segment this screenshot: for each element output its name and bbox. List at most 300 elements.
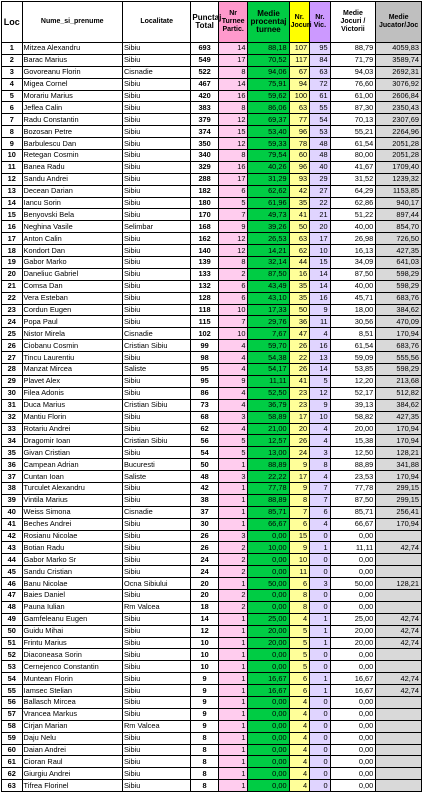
row-wins: 7 [310, 482, 331, 494]
row-locality: Sibiu [122, 173, 190, 185]
table-row[interactable] [2, 257, 422, 269]
row-loc: 42 [2, 530, 23, 542]
row-pct: 70,52 [248, 54, 289, 66]
row-locality: Rm Valcea [122, 601, 190, 613]
row-locality: Sibiu [122, 482, 190, 494]
row-avg-player: 170,94 [376, 518, 422, 530]
row-loc: 23 [2, 304, 23, 316]
row-pct: 22,22 [248, 471, 289, 483]
row-name: Giurgiu Andrei [22, 768, 122, 780]
table-row[interactable] [2, 482, 422, 494]
table-row[interactable] [2, 637, 422, 649]
row-name: Barbulescu Dan [22, 138, 122, 150]
row-pct: 88,89 [248, 494, 289, 506]
table-row[interactable] [2, 197, 422, 209]
table-row[interactable] [2, 233, 422, 245]
header-avg-games[interactable]: Medie Jocuri / Victorii [330, 2, 376, 43]
header-loc[interactable]: Loc [2, 2, 23, 43]
row-avg-games: 0,00 [330, 732, 376, 744]
row-pct: 54,38 [248, 352, 289, 364]
row-tourneys: 2 [218, 268, 248, 280]
row-games: 9 [289, 542, 310, 554]
row-games: 4 [289, 720, 310, 732]
table-row[interactable] [2, 316, 422, 328]
row-avg-player: 427,35 [376, 411, 422, 423]
table-row[interactable] [2, 732, 422, 744]
row-name: Radu Constantin [22, 114, 122, 126]
table-row[interactable] [2, 245, 422, 257]
row-games: 5 [289, 661, 310, 673]
row-loc: 46 [2, 578, 23, 590]
table-row[interactable] [2, 43, 422, 55]
row-loc: 50 [2, 625, 23, 637]
row-avg-player [376, 780, 422, 792]
table-row[interactable] [2, 768, 422, 780]
table-row[interactable] [2, 209, 422, 221]
row-locality: Sibiu [122, 780, 190, 792]
table-row[interactable] [2, 435, 422, 447]
row-avg-games: 0,00 [330, 756, 376, 768]
row-avg-games: 77,78 [330, 482, 376, 494]
row-loc: 34 [2, 435, 23, 447]
row-pct: 0,00 [248, 744, 289, 756]
row-loc: 59 [2, 732, 23, 744]
row-avg-player: 470,09 [376, 316, 422, 328]
table-row[interactable] [2, 364, 422, 376]
row-pct: 36,79 [248, 399, 289, 411]
table-row[interactable] [2, 292, 422, 304]
table-row[interactable] [2, 352, 422, 364]
header-tourneys[interactable]: Nr Turnee Partic. [218, 2, 248, 43]
row-loc: 11 [2, 161, 23, 173]
row-points: 162 [191, 233, 218, 245]
header-games[interactable]: Nr. Jocuri [289, 2, 310, 43]
table-row[interactable] [2, 411, 422, 423]
table-row[interactable] [2, 328, 422, 340]
row-games: 50 [289, 221, 310, 233]
table-row[interactable] [2, 542, 422, 554]
row-pct: 26,53 [248, 233, 289, 245]
row-wins: 22 [310, 197, 331, 209]
table-row[interactable] [2, 780, 422, 792]
row-pct: 0,00 [248, 720, 289, 732]
row-loc: 58 [2, 720, 23, 732]
row-loc: 3 [2, 66, 23, 78]
row-loc: 13 [2, 185, 23, 197]
row-wins: 3 [310, 447, 331, 459]
row-points: 50 [191, 459, 218, 471]
row-avg-player [376, 554, 422, 566]
row-locality: Cristian Sibiu [122, 340, 190, 352]
row-loc: 6 [2, 102, 23, 114]
table-row[interactable] [2, 661, 422, 673]
row-avg-games: 20,00 [330, 423, 376, 435]
table-row[interactable] [2, 387, 422, 399]
row-avg-games: 0,00 [330, 720, 376, 732]
row-games: 117 [289, 54, 310, 66]
header-points[interactable]: Punctaj Total [191, 2, 218, 43]
row-wins: 0 [310, 696, 331, 708]
row-tourneys: 2 [218, 542, 248, 554]
table-row[interactable] [2, 471, 422, 483]
table-row[interactable] [2, 399, 422, 411]
row-tourneys: 1 [218, 506, 248, 518]
row-pct: 0,00 [248, 780, 289, 792]
row-locality: Sibiu [122, 447, 190, 459]
row-locality: Sibiu [122, 411, 190, 423]
row-wins: 17 [310, 233, 331, 245]
row-tourneys: 3 [218, 471, 248, 483]
row-avg-player: 299,15 [376, 494, 422, 506]
table-row[interactable] [2, 506, 422, 518]
row-name: Botian Radu [22, 542, 122, 554]
row-avg-player: 1239,32 [376, 173, 422, 185]
row-games: 63 [289, 102, 310, 114]
table-row[interactable] [2, 66, 422, 78]
table-row[interactable] [2, 447, 422, 459]
row-avg-player: 170,94 [376, 435, 422, 447]
row-avg-player: 3076,92 [376, 78, 422, 90]
row-avg-games: 61,54 [330, 340, 376, 352]
header-locality[interactable]: Localitate [122, 2, 190, 43]
table-row[interactable] [2, 114, 422, 126]
row-points: 73 [191, 399, 218, 411]
row-locality: Sibiu [122, 185, 190, 197]
row-avg-games: 0,00 [330, 708, 376, 720]
table-row[interactable] [2, 708, 422, 720]
row-games: 26 [289, 340, 310, 352]
row-wins: 8 [310, 459, 331, 471]
row-games: 35 [289, 197, 310, 209]
table-row[interactable] [2, 696, 422, 708]
row-points: 30 [191, 518, 218, 530]
row-points: 180 [191, 197, 218, 209]
row-avg-games: 0,00 [330, 530, 376, 542]
row-tourneys: 16 [218, 161, 248, 173]
row-games: 23 [289, 387, 310, 399]
row-points: 9 [191, 708, 218, 720]
row-avg-games: 87,30 [330, 102, 376, 114]
row-avg-games: 26,98 [330, 233, 376, 245]
row-name: Manzat Mircea [22, 364, 122, 376]
table-row[interactable] [2, 673, 422, 685]
row-name: Plavet Alex [22, 375, 122, 387]
row-avg-player: 42,74 [376, 542, 422, 554]
row-points: 102 [191, 328, 218, 340]
table-row[interactable] [2, 494, 422, 506]
row-name: Cuntan Ioan [22, 471, 122, 483]
row-wins: 53 [310, 126, 331, 138]
row-wins: 16 [310, 292, 331, 304]
row-games: 9 [289, 459, 310, 471]
row-points: 8 [191, 780, 218, 792]
row-wins: 0 [310, 661, 331, 673]
table-row[interactable] [2, 161, 422, 173]
row-tourneys: 1 [218, 732, 248, 744]
table-row[interactable] [2, 625, 422, 637]
header-avg-player[interactable]: Medie Jucator/Joc [376, 2, 422, 43]
row-wins: 0 [310, 780, 331, 792]
table-row[interactable] [2, 601, 422, 613]
row-points: 168 [191, 221, 218, 233]
row-points: 383 [191, 102, 218, 114]
row-tourneys: 1 [218, 661, 248, 673]
row-wins: 12 [310, 387, 331, 399]
row-avg-games: 39,13 [330, 399, 376, 411]
row-games: 23 [289, 399, 310, 411]
row-loc: 57 [2, 708, 23, 720]
row-games: 35 [289, 292, 310, 304]
table-row[interactable] [2, 578, 422, 590]
row-loc: 25 [2, 328, 23, 340]
row-wins: 21 [310, 209, 331, 221]
header-wins[interactable]: Nr. Vic. [310, 2, 331, 43]
row-pct: 20,00 [248, 637, 289, 649]
row-wins: 0 [310, 768, 331, 780]
row-locality: Sibiu [122, 768, 190, 780]
row-locality: Sibiu [122, 756, 190, 768]
row-wins: 1 [310, 625, 331, 637]
row-tourneys: 4 [218, 340, 248, 352]
row-name: Mitzea Alexandru [22, 43, 122, 55]
table-row[interactable] [2, 150, 422, 162]
row-points: 329 [191, 161, 218, 173]
row-avg-games: 88,79 [330, 43, 376, 55]
table-row[interactable] [2, 530, 422, 542]
row-avg-player: 1153,85 [376, 185, 422, 197]
row-wins: 4 [310, 471, 331, 483]
row-points: 128 [191, 292, 218, 304]
row-games: 24 [289, 447, 310, 459]
row-name: Decean Darian [22, 185, 122, 197]
row-wins: 14 [310, 364, 331, 376]
table-row[interactable] [2, 126, 422, 138]
row-avg-games: 66,67 [330, 518, 376, 530]
row-avg-player: 3589,74 [376, 54, 422, 66]
row-avg-games: 16,13 [330, 245, 376, 257]
row-loc: 20 [2, 268, 23, 280]
row-name: Guidu Mihai [22, 625, 122, 637]
table-row[interactable] [2, 304, 422, 316]
row-name: Muntean Florin [22, 673, 122, 685]
row-pct: 10,00 [248, 542, 289, 554]
table-row[interactable] [2, 613, 422, 625]
row-games: 47 [289, 328, 310, 340]
row-pct: 87,50 [248, 268, 289, 280]
table-row[interactable] [2, 173, 422, 185]
table-row[interactable] [2, 589, 422, 601]
row-games: 6 [289, 578, 310, 590]
table-row[interactable] [2, 720, 422, 732]
row-loc: 54 [2, 673, 23, 685]
row-name: Daju Nelu [22, 732, 122, 744]
row-points: 9 [191, 720, 218, 732]
row-locality: Sibiu [122, 161, 190, 173]
row-pct: 13,00 [248, 447, 289, 459]
table-row[interactable] [2, 102, 422, 114]
row-name: Daian Andrei [22, 744, 122, 756]
row-name: Migea Cornel [22, 78, 122, 90]
header-pct[interactable]: Medie procentaj turnee [248, 2, 289, 43]
row-points: 24 [191, 566, 218, 578]
row-games: 96 [289, 161, 310, 173]
row-pct: 16,67 [248, 685, 289, 697]
row-avg-games: 64,29 [330, 185, 376, 197]
row-tourneys: 6 [218, 292, 248, 304]
row-pct: 94,06 [248, 66, 289, 78]
row-wins: 27 [310, 185, 331, 197]
row-locality: Sibiu [122, 375, 190, 387]
row-avg-player: 2051,28 [376, 150, 422, 162]
row-tourneys: 17 [218, 173, 248, 185]
row-avg-games: 88,89 [330, 459, 376, 471]
table-row[interactable] [2, 685, 422, 697]
row-avg-games: 70,13 [330, 114, 376, 126]
row-locality: Saliste [122, 364, 190, 376]
row-loc: 33 [2, 423, 23, 435]
table-row[interactable] [2, 78, 422, 90]
table-row[interactable] [2, 185, 422, 197]
row-pct: 0,00 [248, 566, 289, 578]
row-name: Kondort Dan [22, 245, 122, 257]
row-points: 68 [191, 411, 218, 423]
table-row[interactable] [2, 744, 422, 756]
row-avg-player: 683,76 [376, 292, 422, 304]
header-name[interactable]: Nume_si_prenume [22, 2, 122, 43]
row-points: 12 [191, 625, 218, 637]
row-name: Retegan Cosmin [22, 150, 122, 162]
row-name: Iamsec Stelian [22, 685, 122, 697]
row-games: 96 [289, 126, 310, 138]
row-avg-player: 2606,84 [376, 90, 422, 102]
table-row[interactable] [2, 90, 422, 102]
row-loc: 36 [2, 459, 23, 471]
row-loc: 49 [2, 613, 23, 625]
row-wins: 0 [310, 530, 331, 542]
row-points: 99 [191, 340, 218, 352]
row-games: 6 [289, 518, 310, 530]
row-pct: 85,71 [248, 506, 289, 518]
row-loc: 62 [2, 768, 23, 780]
row-games: 6 [289, 673, 310, 685]
table-row[interactable] [2, 340, 422, 352]
ranking-table [1, 1, 422, 792]
table-row[interactable] [2, 423, 422, 435]
row-games: 62 [289, 245, 310, 257]
row-name: Campean Adrian [22, 459, 122, 471]
row-games: 26 [289, 364, 310, 376]
row-locality: Sibiu [122, 304, 190, 316]
row-points: 379 [191, 114, 218, 126]
row-games: 36 [289, 316, 310, 328]
row-loc: 7 [2, 114, 23, 126]
row-avg-player: 940,17 [376, 197, 422, 209]
table-row[interactable] [2, 375, 422, 387]
row-games: 44 [289, 257, 310, 269]
row-avg-games: 23,53 [330, 471, 376, 483]
row-avg-games: 52,17 [330, 387, 376, 399]
row-loc: 60 [2, 744, 23, 756]
table-row[interactable] [2, 54, 422, 66]
table-row[interactable] [2, 138, 422, 150]
row-locality: Sibiu [122, 423, 190, 435]
row-points: 374 [191, 126, 218, 138]
row-locality: Cisnadie [122, 66, 190, 78]
row-games: 50 [289, 304, 310, 316]
row-avg-player [376, 589, 422, 601]
row-tourneys: 8 [218, 102, 248, 114]
table-row[interactable] [2, 554, 422, 566]
row-wins: 0 [310, 732, 331, 744]
row-tourneys: 4 [218, 352, 248, 364]
table-row[interactable] [2, 280, 422, 292]
row-avg-games: 41,67 [330, 161, 376, 173]
row-name: Iancu Sorin [22, 197, 122, 209]
row-wins: 1 [310, 613, 331, 625]
row-avg-games: 12,50 [330, 447, 376, 459]
row-avg-games: 0,00 [330, 768, 376, 780]
row-tourneys: 8 [218, 66, 248, 78]
row-locality: Sibiu [122, 90, 190, 102]
row-wins: 10 [310, 411, 331, 423]
table-row[interactable] [2, 756, 422, 768]
row-games: 7 [289, 506, 310, 518]
row-locality: Sibiu [122, 637, 190, 649]
row-points: 140 [191, 245, 218, 257]
row-points: 170 [191, 209, 218, 221]
row-name: Cioran Raul [22, 756, 122, 768]
row-locality: Sibiu [122, 661, 190, 673]
row-avg-games: 61,00 [330, 90, 376, 102]
row-pct: 14,21 [248, 245, 289, 257]
row-points: 37 [191, 506, 218, 518]
row-avg-player: 170,94 [376, 328, 422, 340]
row-tourneys: 1 [218, 625, 248, 637]
row-games: 41 [289, 375, 310, 387]
row-name: Tifrea Florinel [22, 780, 122, 792]
row-wins: 48 [310, 150, 331, 162]
table-row[interactable] [2, 221, 422, 233]
row-pct: 0,00 [248, 530, 289, 542]
row-loc: 28 [2, 364, 23, 376]
row-loc: 45 [2, 566, 23, 578]
table-row[interactable] [2, 459, 422, 471]
table-row[interactable] [2, 518, 422, 530]
row-avg-player [376, 732, 422, 744]
table-row[interactable] [2, 268, 422, 280]
table-row[interactable] [2, 566, 422, 578]
row-pct: 29,76 [248, 316, 289, 328]
row-wins: 0 [310, 601, 331, 613]
table-row[interactable] [2, 649, 422, 661]
row-pct: 43,10 [248, 292, 289, 304]
row-avg-player: 512,82 [376, 387, 422, 399]
row-tourneys: 1 [218, 578, 248, 590]
row-loc: 8 [2, 126, 23, 138]
row-locality: Sibiu [122, 138, 190, 150]
row-games: 26 [289, 435, 310, 447]
row-avg-games: 62,86 [330, 197, 376, 209]
row-locality: Sibiu [122, 316, 190, 328]
row-locality: Cristian Sibiu [122, 399, 190, 411]
row-points: 98 [191, 352, 218, 364]
row-pct: 0,00 [248, 732, 289, 744]
row-games: 4 [289, 756, 310, 768]
row-points: 26 [191, 530, 218, 542]
row-avg-games: 8,51 [330, 328, 376, 340]
row-locality: Sibiu [122, 126, 190, 138]
row-locality: Sibiu [122, 150, 190, 162]
